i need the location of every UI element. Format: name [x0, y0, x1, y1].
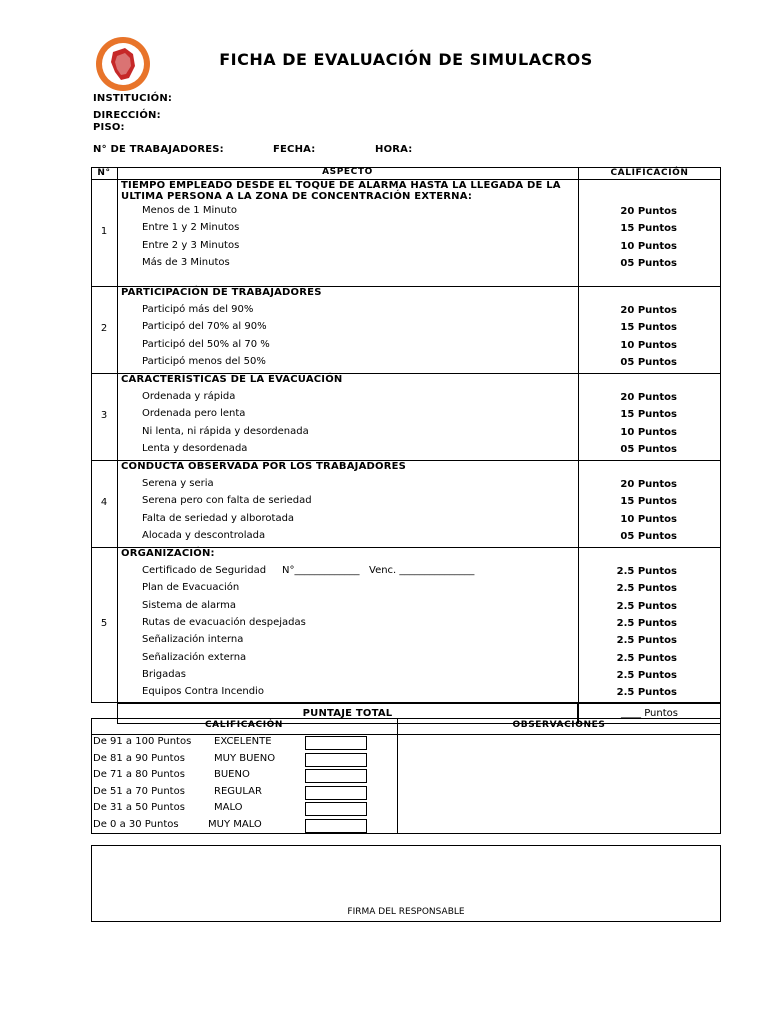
rating-range: De 0 a 30 Puntos	[93, 818, 179, 830]
criterion-label: Entre 1 y 2 Minutos	[142, 222, 240, 234]
criterion-label: Lenta y desordenada	[142, 442, 248, 454]
criterion-score: 10 Puntos	[620, 513, 677, 525]
signature-label: FIRMA DEL RESPONSABLE	[347, 907, 465, 917]
criterion-label: Equipos Contra Incendio	[142, 686, 264, 698]
section-number: 1	[100, 225, 108, 237]
criterion-label: Serena pero con falta de seriedad	[142, 495, 312, 507]
criterion-label: Certificado de Seguridad N°_____________ Venc. _______________	[142, 565, 475, 576]
rating-checkbox[interactable]	[305, 786, 367, 800]
rating-header: CALIFICACIÓN	[204, 720, 284, 730]
criterion-score: 2.5 Puntos	[616, 566, 677, 577]
criterion-label: Participó menos del 50%	[142, 355, 266, 367]
rating-label: MUY BUENO	[214, 752, 276, 764]
criterion-score: 10 Puntos	[620, 240, 677, 252]
col-num-header: N°	[97, 168, 111, 178]
rating-label: EXCELENTE	[214, 736, 272, 747]
criterion-label: Ordenada pero lenta	[142, 408, 246, 420]
rating-checkbox[interactable]	[305, 819, 367, 833]
piso-label: PISO:	[93, 122, 125, 133]
criterion-label: Ni lenta, ni rápida y desordenada	[142, 425, 309, 437]
rating-checkbox[interactable]	[305, 753, 367, 767]
criterion-score: 20 Puntos	[620, 305, 677, 316]
direccion-label: DIRECCIÓN:	[93, 110, 161, 121]
criterion-label: Rutas de evacuación despejadas	[142, 616, 306, 628]
criterion-label: Señalización interna	[142, 634, 244, 646]
rating-range: De 81 a 90 Puntos	[93, 752, 185, 764]
criterion-label: Participó del 50% al 70 %	[142, 338, 270, 350]
criterion-label: Señalización externa	[142, 651, 247, 663]
trabajadores-label: N° DE TRABAJADORES:	[93, 144, 224, 155]
observaciones-header: OBSERVACIONES	[512, 720, 606, 730]
rating-range: De 51 a 70 Puntos	[93, 785, 185, 797]
criterion-label: Participó del 70% al 90%	[142, 321, 267, 333]
criterion-score: 15 Puntos	[620, 322, 677, 334]
rating-range: De 71 a 80 Puntos	[93, 769, 185, 780]
section-number: 4	[100, 496, 108, 508]
criterion-score: 05 Puntos	[620, 356, 677, 368]
criterion-score: 20 Puntos	[620, 479, 677, 490]
criterion-label: Serena y seria	[142, 478, 214, 489]
criterion-score: 2.5 Puntos	[616, 583, 677, 595]
rating-label: MUY MALO	[208, 818, 262, 830]
rating-label: MALO	[214, 802, 243, 813]
criterion-label: Falta de seriedad y alborotada	[142, 512, 295, 524]
criterion-score: 2.5 Puntos	[616, 652, 677, 664]
fecha-label: FECHA:	[273, 144, 316, 155]
section-title: PARTICIPACIÓN DE TRABAJADORES	[121, 287, 322, 298]
criterion-label: Plan de Evacuación	[142, 582, 240, 594]
hora-label: HORA:	[375, 144, 413, 155]
section-title-line2: ULTIMA PERSONA A LA ZONA DE CONCENTRACIÓN EXTERNA:	[121, 191, 473, 202]
criterion-score: 2.5 Puntos	[616, 600, 677, 612]
criterion-score: 2.5 Puntos	[616, 617, 677, 629]
rating-checkbox[interactable]	[305, 736, 367, 750]
section-number: 3	[100, 409, 108, 421]
section-title: CARACTERÍSTICAS DE LA EVACUACIÓN	[121, 374, 343, 385]
section-title: TIEMPO EMPLEADO DESDE EL TOQUE DE ALARMA HASTA LA LLEGADA DE LA	[121, 180, 561, 191]
criterion-score: 2.5 Puntos	[616, 687, 677, 699]
page-title: FICHA DE EVALUACIÓN DE SIMULACROS	[219, 50, 593, 69]
criterion-score: 05 Puntos	[620, 530, 677, 542]
criterion-score: 10 Puntos	[620, 426, 677, 438]
rating-checkbox[interactable]	[305, 769, 367, 783]
criterion-score: 05 Puntos	[620, 443, 677, 455]
col-calificacion-header: CALIFICACIÓN	[610, 168, 689, 178]
criterion-score: 2.5 Puntos	[616, 635, 677, 647]
section-title: ORGANIZACIÓN:	[121, 548, 215, 559]
criterion-score: 15 Puntos	[620, 496, 677, 508]
criterion-score: 10 Puntos	[620, 339, 677, 351]
criterion-label: Alocada y descontrolada	[142, 529, 266, 541]
criterion-label: Ordenada y rápida	[142, 391, 236, 402]
rating-range: De 91 a 100 Puntos	[93, 736, 192, 747]
criterion-label: Brigadas	[142, 668, 186, 680]
criterion-score: 05 Puntos	[620, 257, 677, 269]
total-label: PUNTAJE TOTAL	[302, 708, 393, 719]
criterion-label: Entre 2 y 3 Minutos	[142, 239, 240, 251]
section-number: 5	[100, 617, 108, 629]
rating-range: De 31 a 50 Puntos	[93, 802, 185, 813]
criterion-label: Participó más del 90%	[142, 304, 254, 315]
criterion-label: Menos de 1 Minuto	[142, 205, 237, 216]
section-number: 2	[100, 322, 108, 334]
rating-label: REGULAR	[214, 785, 262, 797]
criterion-score: 15 Puntos	[620, 223, 677, 235]
criterion-label: Más de 3 Minutos	[142, 256, 230, 268]
total-score-value: ____ Puntos	[621, 708, 678, 719]
criterion-score: 15 Puntos	[620, 409, 677, 421]
criterion-score: 2.5 Puntos	[616, 669, 677, 681]
rating-checkbox[interactable]	[305, 802, 367, 816]
criterion-label: Sistema de alarma	[142, 599, 236, 611]
criterion-score: 20 Puntos	[620, 392, 677, 403]
col-aspecto-header: ASPECTO	[322, 167, 373, 177]
section-title: CONDUCTA OBSERVADA POR LOS TRABAJADORES	[121, 461, 407, 472]
criterion-score: 20 Puntos	[620, 206, 677, 217]
institucion-label: INSTITUCIÓN:	[93, 93, 173, 104]
rating-label: BUENO	[214, 769, 250, 780]
